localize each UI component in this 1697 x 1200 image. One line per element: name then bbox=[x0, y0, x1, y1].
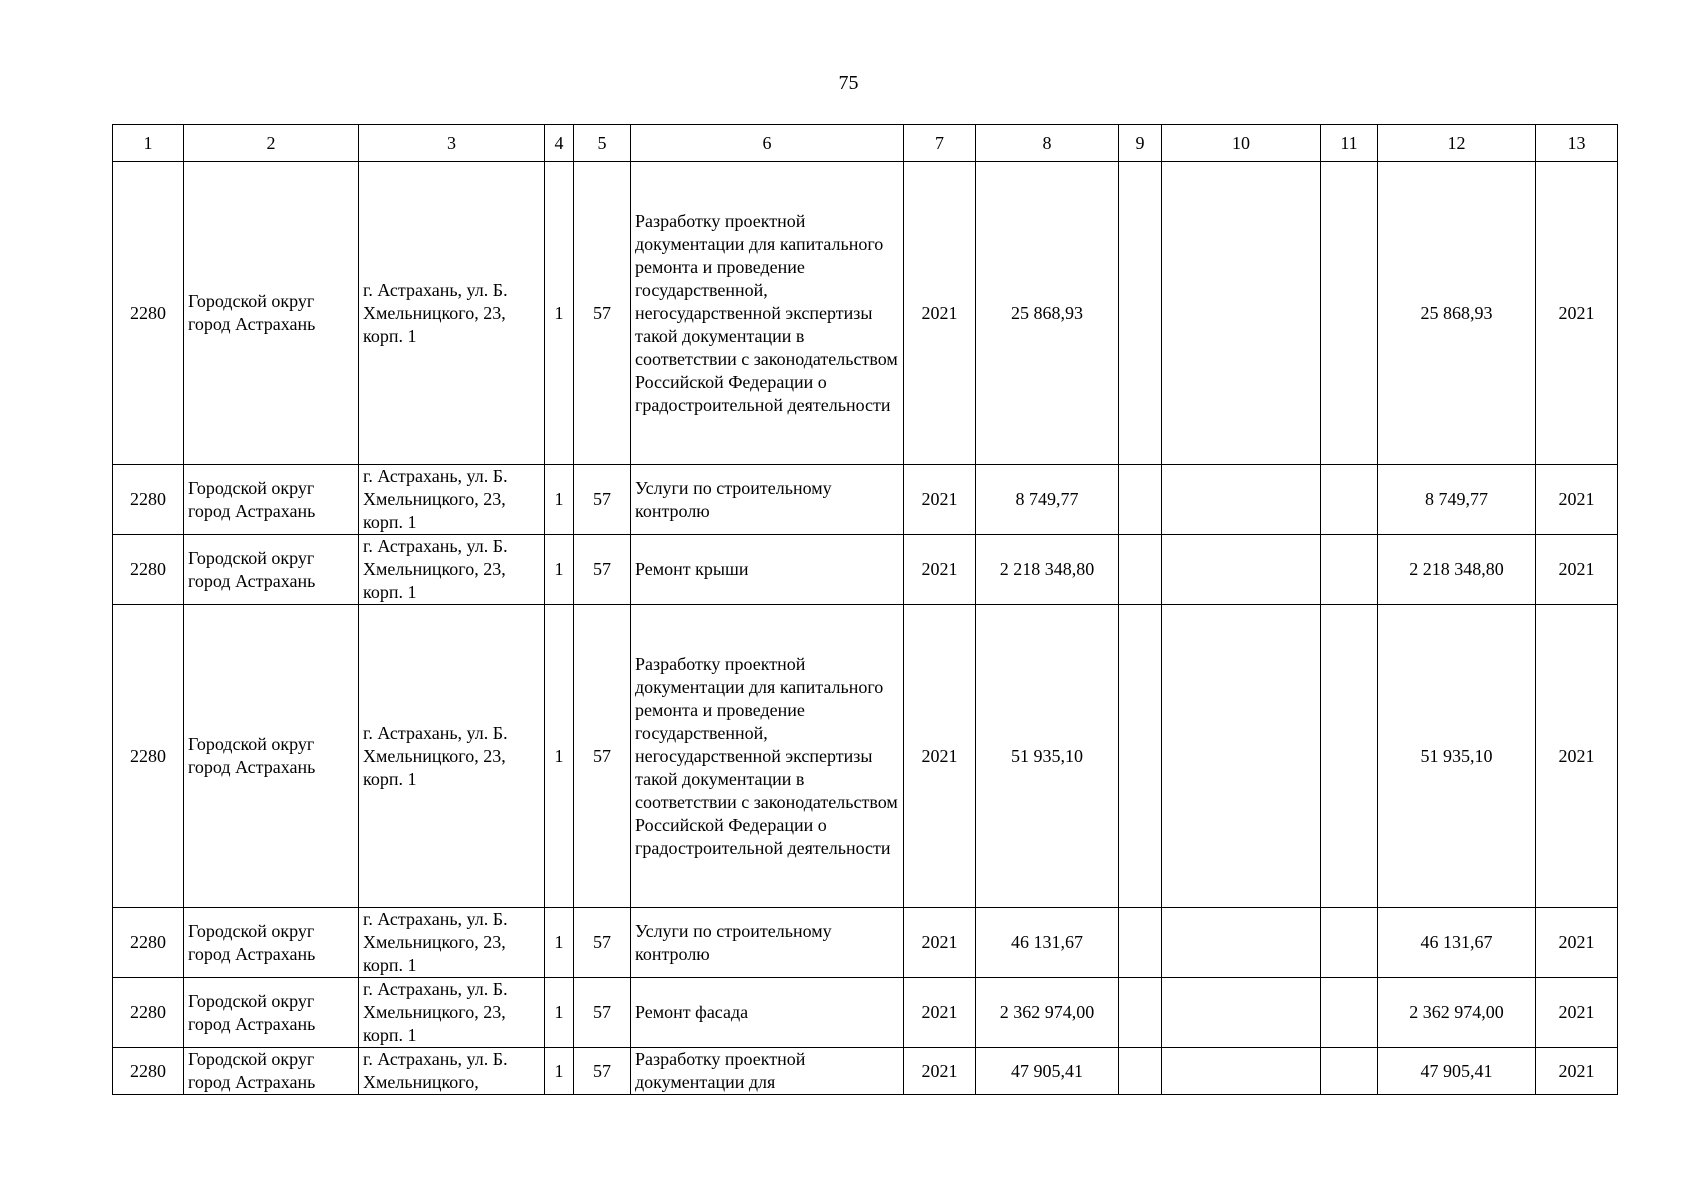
cell-col5: 57 bbox=[574, 1048, 631, 1095]
column-header: 2 bbox=[184, 125, 359, 162]
column-header: 12 bbox=[1378, 125, 1536, 162]
cell-col10 bbox=[1162, 465, 1321, 535]
cell-col9 bbox=[1119, 908, 1162, 978]
cell-col4: 1 bbox=[545, 1048, 574, 1095]
cell-municipality bbox=[184, 1048, 359, 1095]
cell-number: 2280 bbox=[113, 605, 184, 908]
cell-work-description: Услуги по строительному контролю bbox=[631, 465, 904, 535]
table-row bbox=[113, 465, 1618, 535]
cell-work-description: Ремонт крыши bbox=[631, 535, 904, 605]
cell-amount: 47 905,41 bbox=[976, 1048, 1119, 1095]
cell-completion-year: 2021 bbox=[1536, 535, 1618, 605]
cell-col9 bbox=[1119, 605, 1162, 908]
cell-col4: 1 bbox=[545, 908, 574, 978]
cell-municipality: Городской округ город Астрахань bbox=[184, 535, 359, 605]
cell-work-description bbox=[631, 1048, 904, 1095]
cell-number: 2280 bbox=[113, 465, 184, 535]
cell-address-text: г. Астрахань, ул. Б. Хмельницкого, bbox=[363, 1049, 508, 1092]
cell-work-description: Ремонт фасада bbox=[631, 978, 904, 1048]
table-row bbox=[113, 908, 1618, 978]
cell-col4: 1 bbox=[545, 465, 574, 535]
cell-col9 bbox=[1119, 978, 1162, 1048]
header-row bbox=[113, 125, 1618, 162]
cell-work-description: Разработку проектной документации для капитального ремонта и проведение государственной, негосударственной экспертизы такой документации в соответствии с законодательством Российской Федерации о градостроительной деятельности bbox=[631, 162, 904, 465]
cell-col10 bbox=[1162, 535, 1321, 605]
cell-year: 2021 bbox=[904, 535, 976, 605]
cell-municipality-text: Городской округ город Астрахань bbox=[188, 1049, 316, 1092]
data-table bbox=[112, 124, 1618, 1095]
cell-municipality: Городской округ город Астрахань bbox=[184, 605, 359, 908]
cell-address bbox=[359, 1048, 545, 1095]
cell-year: 2021 bbox=[904, 605, 976, 908]
cell-address: г. Астрахань, ул. Б. Хмельницкого, 23, корп. 1 bbox=[359, 465, 545, 535]
cell-col5: 57 bbox=[574, 162, 631, 465]
cell-completion-year: 2021 bbox=[1536, 465, 1618, 535]
column-header: 10 bbox=[1162, 125, 1321, 162]
column-header: 9 bbox=[1119, 125, 1162, 162]
cell-col10 bbox=[1162, 908, 1321, 978]
column-header: 5 bbox=[574, 125, 631, 162]
cell-col5: 57 bbox=[574, 535, 631, 605]
cell-col10 bbox=[1162, 978, 1321, 1048]
cell-amount-total: 25 868,93 bbox=[1378, 162, 1536, 465]
column-header: 7 bbox=[904, 125, 976, 162]
cell-completion-year: 2021 bbox=[1536, 1048, 1618, 1095]
column-header: 3 bbox=[359, 125, 545, 162]
cell-municipality: Городской округ город Астрахань bbox=[184, 162, 359, 465]
cell-completion-year: 2021 bbox=[1536, 908, 1618, 978]
cell-col10 bbox=[1162, 162, 1321, 465]
cell-col11 bbox=[1321, 162, 1378, 465]
cell-amount: 25 868,93 bbox=[976, 162, 1119, 465]
cell-amount-total: 51 935,10 bbox=[1378, 605, 1536, 908]
cell-col5: 57 bbox=[574, 465, 631, 535]
cell-number: 2280 bbox=[113, 535, 184, 605]
cell-completion-year: 2021 bbox=[1536, 605, 1618, 908]
cell-municipality: Городской округ город Астрахань bbox=[184, 465, 359, 535]
column-header: 6 bbox=[631, 125, 904, 162]
cell-amount-total: 2 362 974,00 bbox=[1378, 978, 1536, 1048]
table-row bbox=[113, 535, 1618, 605]
cell-amount: 2 218 348,80 bbox=[976, 535, 1119, 605]
cell-year: 2021 bbox=[904, 465, 976, 535]
cell-col4: 1 bbox=[545, 162, 574, 465]
cell-year: 2021 bbox=[904, 908, 976, 978]
cell-year: 2021 bbox=[904, 162, 976, 465]
cell-address: г. Астрахань, ул. Б. Хмельницкого, 23, корп. 1 bbox=[359, 535, 545, 605]
cell-col9 bbox=[1119, 162, 1162, 465]
cell-amount: 51 935,10 bbox=[976, 605, 1119, 908]
cell-col10 bbox=[1162, 1048, 1321, 1095]
cell-address: г. Астрахань, ул. Б. Хмельницкого, 23, корп. 1 bbox=[359, 162, 545, 465]
cell-number: 2280 bbox=[113, 908, 184, 978]
cell-col11 bbox=[1321, 465, 1378, 535]
cell-col11 bbox=[1321, 978, 1378, 1048]
column-header: 8 bbox=[976, 125, 1119, 162]
cell-col4: 1 bbox=[545, 535, 574, 605]
cell-amount: 46 131,67 bbox=[976, 908, 1119, 978]
column-header: 1 bbox=[113, 125, 184, 162]
cell-address: г. Астрахань, ул. Б. Хмельницкого, 23, корп. 1 bbox=[359, 908, 545, 978]
cell-address: г. Астрахань, ул. Б. Хмельницкого, 23, корп. 1 bbox=[359, 978, 545, 1048]
cell-col9 bbox=[1119, 535, 1162, 605]
cell-work-description-text: Разработку проектной документации для bbox=[635, 1049, 806, 1092]
cell-amount-total: 2 218 348,80 bbox=[1378, 535, 1536, 605]
cell-col10 bbox=[1162, 605, 1321, 908]
column-header: 4 bbox=[545, 125, 574, 162]
column-header: 11 bbox=[1321, 125, 1378, 162]
cell-amount: 2 362 974,00 bbox=[976, 978, 1119, 1048]
cell-work-description: Услуги по строительному контролю bbox=[631, 908, 904, 978]
page-number: 75 bbox=[838, 72, 859, 94]
cell-amount-total: 46 131,67 bbox=[1378, 908, 1536, 978]
cell-col11 bbox=[1321, 605, 1378, 908]
cell-amount: 8 749,77 bbox=[976, 465, 1119, 535]
cell-year: 2021 bbox=[904, 1048, 976, 1095]
cell-col11 bbox=[1321, 535, 1378, 605]
cell-municipality: Городской округ город Астрахань bbox=[184, 978, 359, 1048]
cell-col5: 57 bbox=[574, 908, 631, 978]
cell-work-description: Разработку проектной документации для капитального ремонта и проведение государственной, негосударственной экспертизы такой документации в соответствии с законодательством Российской Федерации о градостроительной деятельности bbox=[631, 605, 904, 908]
cell-col9 bbox=[1119, 1048, 1162, 1095]
cell-col4: 1 bbox=[545, 605, 574, 908]
table-row bbox=[113, 605, 1618, 908]
cell-address: г. Астрахань, ул. Б. Хмельницкого, 23, корп. 1 bbox=[359, 605, 545, 908]
cell-col5: 57 bbox=[574, 605, 631, 908]
cell-number: 2280 bbox=[113, 162, 184, 465]
cell-col11 bbox=[1321, 1048, 1378, 1095]
cell-completion-year: 2021 bbox=[1536, 978, 1618, 1048]
cell-col4: 1 bbox=[545, 978, 574, 1048]
cell-amount-total: 47 905,41 bbox=[1378, 1048, 1536, 1095]
table-row bbox=[113, 1048, 1618, 1095]
cell-amount-total: 8 749,77 bbox=[1378, 465, 1536, 535]
cell-col9 bbox=[1119, 465, 1162, 535]
cell-year: 2021 bbox=[904, 978, 976, 1048]
cell-municipality: Городской округ город Астрахань bbox=[184, 908, 359, 978]
column-header: 13 bbox=[1536, 125, 1618, 162]
cell-col5: 57 bbox=[574, 978, 631, 1048]
cell-number: 2280 bbox=[113, 978, 184, 1048]
cell-col11 bbox=[1321, 908, 1378, 978]
cell-number: 2280 bbox=[113, 1048, 184, 1095]
cell-completion-year: 2021 bbox=[1536, 162, 1618, 465]
table-row bbox=[113, 162, 1618, 465]
table-row bbox=[113, 978, 1618, 1048]
